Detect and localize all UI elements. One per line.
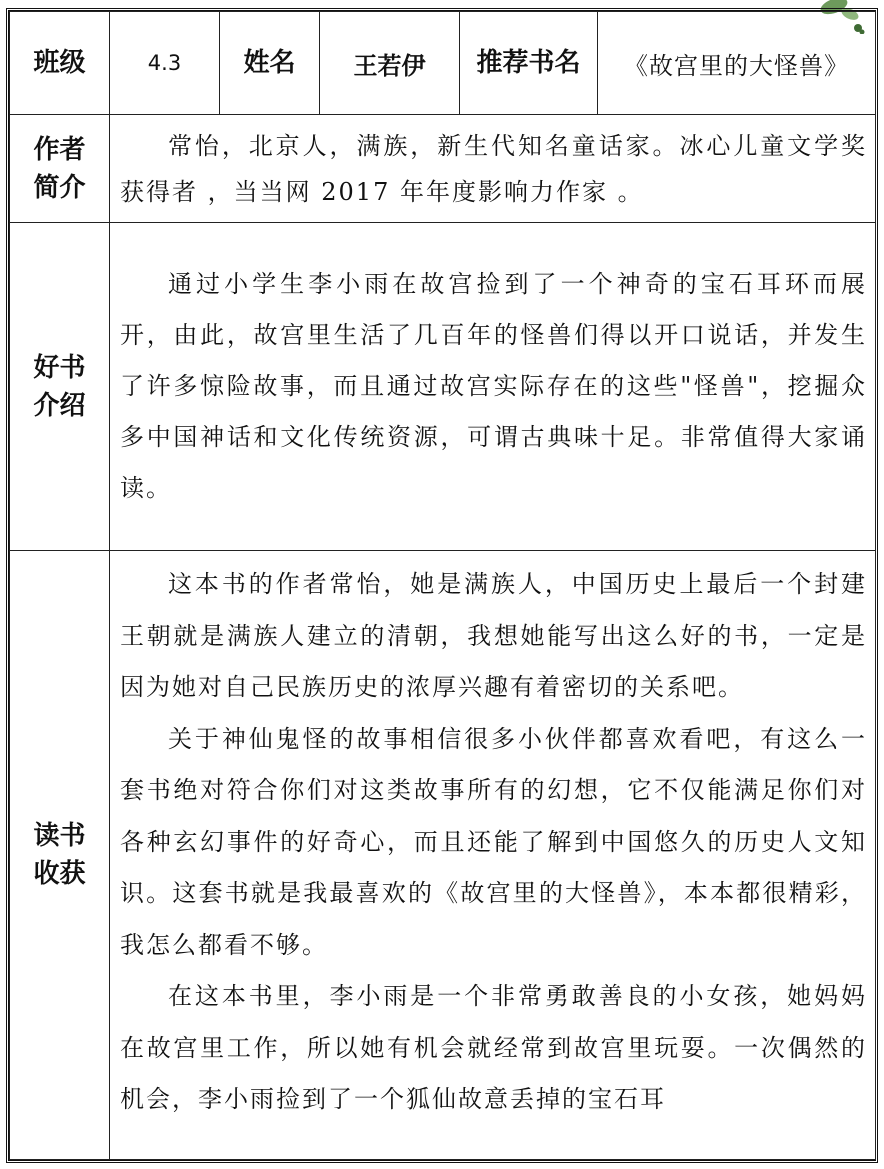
gain-paragraph: 在这本书里，李小雨是一个非常勇敢善良的小女孩，她妈妈在故宫里工作，所以她有机会就经常到故宫里玩耍。一次偶然的机会，李小雨捡到了一个狐仙故意丢掉的宝石耳 [120,982,867,1113]
gain-paragraph: 关于神仙鬼怪的故事相信很多小伙伴都喜欢看吧，有这么一套书绝对符合你们对这类故事所有的幻想，它不仅能满足你们对各种玄幻事件的好奇心，而且还能了解到中国悠久的历史人文知识。这套书就是我最喜欢的《故宫里的大怪兽》，本本都很精彩，我怎么都看不够。 [120,724,867,959]
author-text: 常怡，北京人，满族，新生代知名童话家。冰心儿童文学奖获得者 ，当当网 2017 年年度影响力作家 。 [120,131,867,206]
form-table [9,11,876,1160]
gain-text-area [120,559,867,1159]
gain-paragraph: 这本书的作者常怡，她是满族人，中国历史上最后一个封建王朝就是满族人建立的清朝，我想她能写出这么好的书，一定是因为她对自己民族历史的浓厚兴趣有着密切的关系吧。 [120,570,867,701]
author-label-line1: 作者 [33,134,86,165]
class-value: 4.3 [110,12,220,115]
intro-label-line1: 好书 [33,352,86,383]
intro-label-line2: 介绍 [33,390,86,421]
book-label: 推荐书名 [460,12,598,115]
book-title-value: 《故宫里的大怪兽》 [598,12,876,115]
header-row [10,12,876,115]
author-row [10,115,876,223]
gain-label-line2: 收获 [33,859,86,889]
intro-row [10,223,876,551]
class-label: 班级 [10,12,110,115]
name-value: 王若伊 [320,12,460,115]
gain-label [10,551,110,1160]
gain-content [110,551,876,1160]
name-label: 姓名 [220,12,320,115]
author-label [10,115,110,223]
gain-row [10,551,876,1160]
intro-label [10,223,110,551]
intro-content [110,223,876,551]
recommendation-form [6,8,878,1163]
author-content [110,115,876,223]
gain-label-line1: 读书 [33,821,86,851]
intro-text: 通过小学生李小雨在故宫捡到了一个神奇的宝石耳环而展开，由此，故宫里生活了几百年的怪兽们得以开口说话，并发生了许多惊险故事，而且通过故宫实际存在的这些"怪兽"，挖掘众多中国神话和文化传统资源，可谓古典味十足。非常值得大家诵读。 [120,270,867,502]
author-label-line2: 简介 [33,172,86,203]
